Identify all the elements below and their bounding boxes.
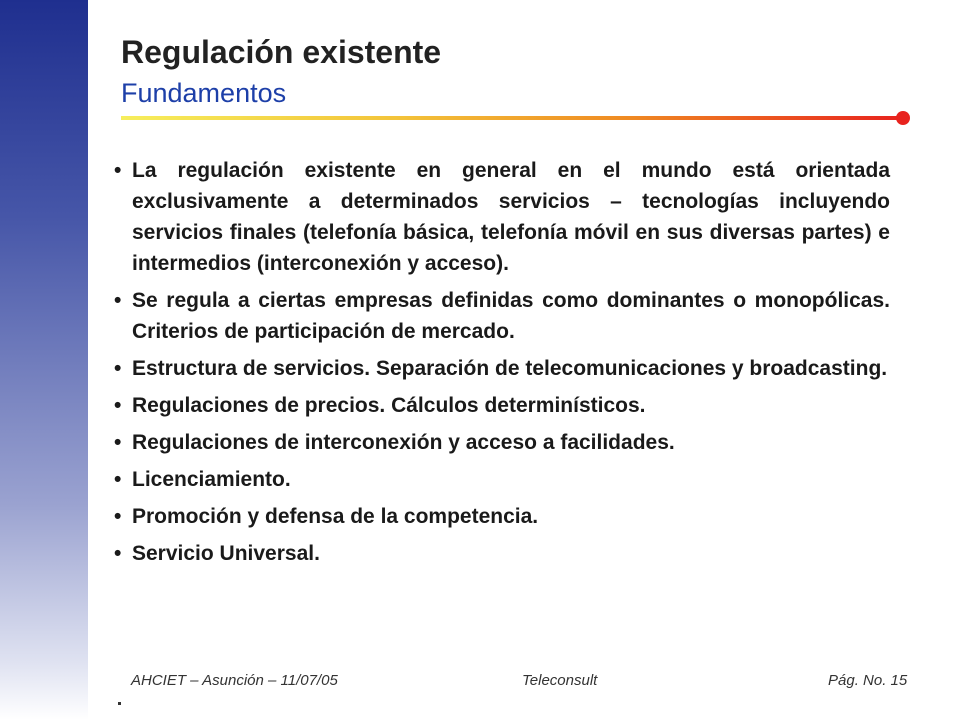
bullet-dot: • [114, 394, 122, 417]
bullet-text: Licenciamiento. [132, 468, 291, 491]
bullet-dot: • [114, 468, 122, 491]
bullet-text: Promoción y defensa de la competencia. [132, 505, 539, 528]
bullet-text: Estructura de servicios. Separación de telecomunicaciones y broadcasting. [132, 357, 888, 380]
side-gradient-band [0, 0, 88, 720]
bullet-dot: • [114, 357, 122, 380]
bullet-text: Se regula a ciertas empresas definidas como dominantes o monopólicas. Criterios de participación de mercado. [132, 289, 890, 343]
corner-mark [118, 702, 121, 705]
bullet-text: Servicio Universal. [132, 542, 320, 565]
bullet-item [114, 464, 890, 495]
bullet-dot: • [114, 431, 122, 454]
underline-end-dot [896, 111, 910, 125]
bullet-item [114, 427, 890, 458]
footer-company: Teleconsult [522, 672, 598, 689]
footer-event-date: AHCIET – Asunción – 11/07/05 [131, 672, 338, 689]
footer-page-number: Pág. No. 15 [828, 672, 908, 689]
bullet-text: La regulación existente en general en el mundo está orientada exclusivamente a determinados servicios – tecnologías incluyendo servicios finales (telefonía básica, telefonía móvil en sus diversas partes) e intermedios (interconexión y acceso). [132, 159, 890, 275]
bullet-text: Regulaciones de precios. Cálculos determinísticos. [132, 394, 646, 417]
bullet-dot: • [114, 159, 122, 182]
bullet-item [114, 390, 890, 421]
bullet-dot: • [114, 542, 122, 565]
bullet-item [114, 353, 890, 384]
bullet-item [114, 501, 890, 532]
bullet-dot: • [114, 505, 122, 528]
slide-title: Regulación existente [121, 34, 442, 70]
bullet-item [114, 285, 890, 347]
bullet-list [114, 155, 890, 575]
bullet-dot: • [114, 289, 122, 312]
title-underline [121, 116, 901, 120]
bullet-item [114, 538, 890, 569]
bullet-item [114, 155, 890, 279]
bullet-text: Regulaciones de interconexión y acceso a facilidades. [132, 431, 675, 454]
slide-subtitle: Fundamentos [121, 78, 287, 108]
